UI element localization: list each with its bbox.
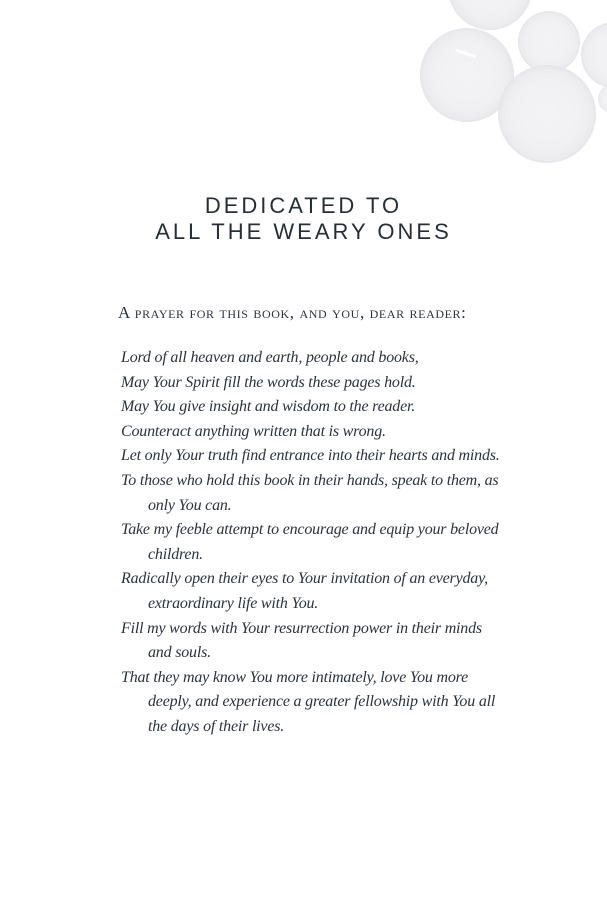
watercolor-circle	[420, 28, 514, 122]
prayer-line: the days of their lives.	[148, 717, 285, 735]
prayer-line: deeply, and experience a greater fellowship with You all	[148, 693, 496, 711]
prayer-line: Take my feeble attempt to encourage and equip your beloved	[121, 521, 499, 539]
prayer-line: Radically open their eyes to Your invitation of an everyday,	[121, 570, 488, 588]
prayer-line: children.	[148, 545, 203, 563]
watercolor-circle	[448, 0, 532, 30]
prayer-line: extraordinary life with You.	[148, 594, 319, 612]
prayer-line: Lord of all heaven and earth, people and books,	[121, 349, 419, 366]
prayer-line: To those who hold this book in their hands, speak to them, as	[121, 471, 499, 489]
prayer-line: May Your Spirit fill the words these pages hold.	[121, 373, 416, 391]
watercolor-circle	[598, 85, 607, 113]
watercolor-circle	[518, 11, 580, 73]
watercolor-circles-decoration	[367, 0, 607, 200]
prayer-line: That they may know You more intimately, love You more	[121, 668, 469, 686]
prayer-line: May You give insight and wisdom to the reader.	[121, 398, 416, 416]
dedication-heading	[0, 193, 607, 245]
dedication-heading-line-2: ALL THE WEARY ONES	[155, 219, 452, 244]
watercolor-circle	[498, 65, 596, 163]
prayer-line: Fill my words with Your resurrection power in their minds	[121, 619, 482, 637]
prayer-line: and souls.	[148, 644, 211, 662]
prayer-line: Let only Your truth find entrance into their hearts and minds.	[121, 447, 500, 465]
prayer-line: only You can.	[148, 496, 232, 514]
prayer-line: Counteract anything written that is wrong.	[121, 422, 386, 440]
dedication-heading-line-1: DEDICATED TO	[204, 193, 403, 218]
prayer-intro: A prayer for this book, and you, dear reader:	[118, 303, 467, 322]
watercolor-circle	[581, 22, 607, 88]
prayer-text	[121, 346, 599, 740]
